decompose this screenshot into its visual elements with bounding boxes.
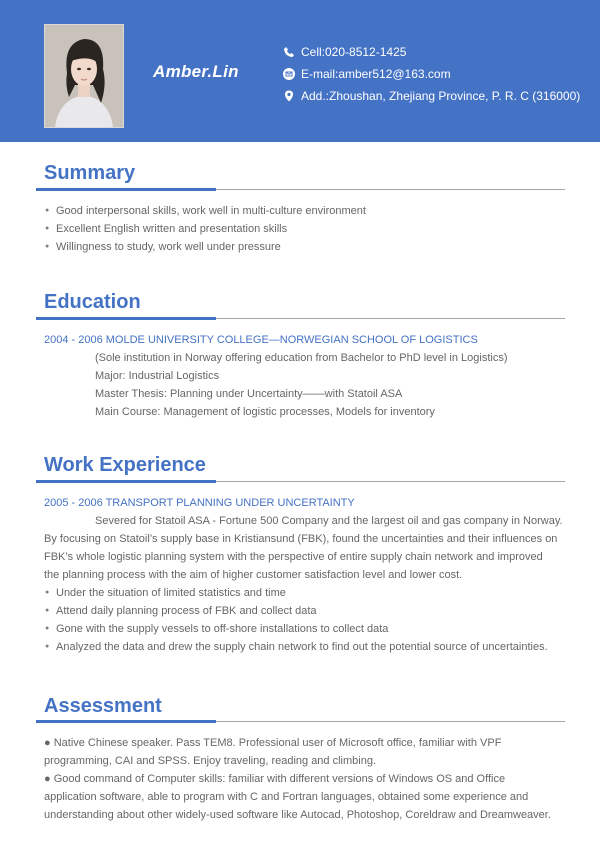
summary-item: ● Good interpersonal skills, work well in multi-culture environment xyxy=(56,202,366,220)
summary-title: Summary xyxy=(44,162,136,184)
work-heading: 2005 - 2006 TRANSPORT PLANNING UNDER UNCERTAINTY xyxy=(44,497,355,509)
education-line: (Sole institution in Norway offering education from Bachelor to PhD level in Logistics) xyxy=(95,352,508,364)
assessment-divider xyxy=(36,721,565,722)
education-line: Master Thesis: Planning under Uncertainty——with Statoil ASA xyxy=(95,388,403,400)
work-item: ● Attend daily planning process of FBK and collect data xyxy=(56,602,317,620)
summary-item: ● Willingness to study, work well under pressure xyxy=(56,238,281,256)
assessment-line: application software, able to program with C and Fortran languages, obtained some experience and xyxy=(44,791,529,803)
assessment-line: programming, CAI and SPSS. Enjoy traveling, reading and climbing. xyxy=(44,755,377,767)
work-paragraph-line: By focusing on Statoil’s supply base in Kristiansund (FBK), found the uncertainties and their influences on xyxy=(44,533,558,545)
email-icon xyxy=(283,68,295,80)
work-paragraph-line: Severed for Statoil ASA - Fortune 500 Company and the largest oil and gas company in Norway. xyxy=(95,515,563,527)
location-pin-icon xyxy=(283,90,295,102)
contact-cell xyxy=(283,45,406,59)
assessment-line: understanding about other widely-used software like Autocad, Photoshop, Coreldraw and Dreamweaver. xyxy=(44,809,551,821)
work-divider xyxy=(36,481,565,482)
work-item: ● Gone with the supply vessels to off-shore installations to collect data xyxy=(56,620,388,638)
assessment-line: ● Native Chinese speaker. Pass TEM8. Professional user of Microsoft office, familiar with VPF xyxy=(44,737,502,749)
education-heading: 2004 - 2006 MOLDE UNIVERSITY COLLEGE—NORWEGIAN SCHOOL OF LOGISTICS xyxy=(44,334,478,346)
contact-email xyxy=(283,67,451,81)
education-divider xyxy=(36,318,565,319)
assessment-title: Assessment xyxy=(44,695,162,717)
education-line: Main Course: Management of logistic processes, Models for inventory xyxy=(95,406,435,418)
email-text: E-mail:amber512@163.com xyxy=(301,67,451,81)
address-text: Add.:Zhoushan, Zhejiang Province, P. R. C (316000) xyxy=(301,89,581,103)
education-line: Major: Industrial Logistics xyxy=(95,370,220,382)
summary-item: ● Excellent English written and presentation skills xyxy=(56,220,287,238)
candidate-name: Amber.Lin xyxy=(153,62,239,81)
contact-address xyxy=(283,89,580,103)
education-title: Education xyxy=(44,291,141,313)
work-item: ● Analyzed the data and drew the supply chain network to find out the potential source of uncertainties. xyxy=(56,638,548,656)
assessment-line: ● Good command of Computer skills: familiar with different versions of Windows OS and Office xyxy=(44,773,506,785)
phone-icon xyxy=(283,46,295,58)
work-title: Work Experience xyxy=(44,454,206,476)
cell-text: Cell:020-8512-1425 xyxy=(301,45,407,59)
work-item: ● Under the situation of limited statistics and time xyxy=(56,584,286,602)
profile-photo xyxy=(44,24,124,128)
work-paragraph-line: the planning process with the aim of higher customer satisfaction level and lower cost. xyxy=(44,569,463,581)
summary-divider xyxy=(36,189,565,190)
profile-photo-image xyxy=(45,25,123,127)
work-paragraph-line: FBK’s whole logistic planning system with the perspective of entire supply chain network and improved xyxy=(44,551,543,563)
resume-header xyxy=(0,0,600,142)
